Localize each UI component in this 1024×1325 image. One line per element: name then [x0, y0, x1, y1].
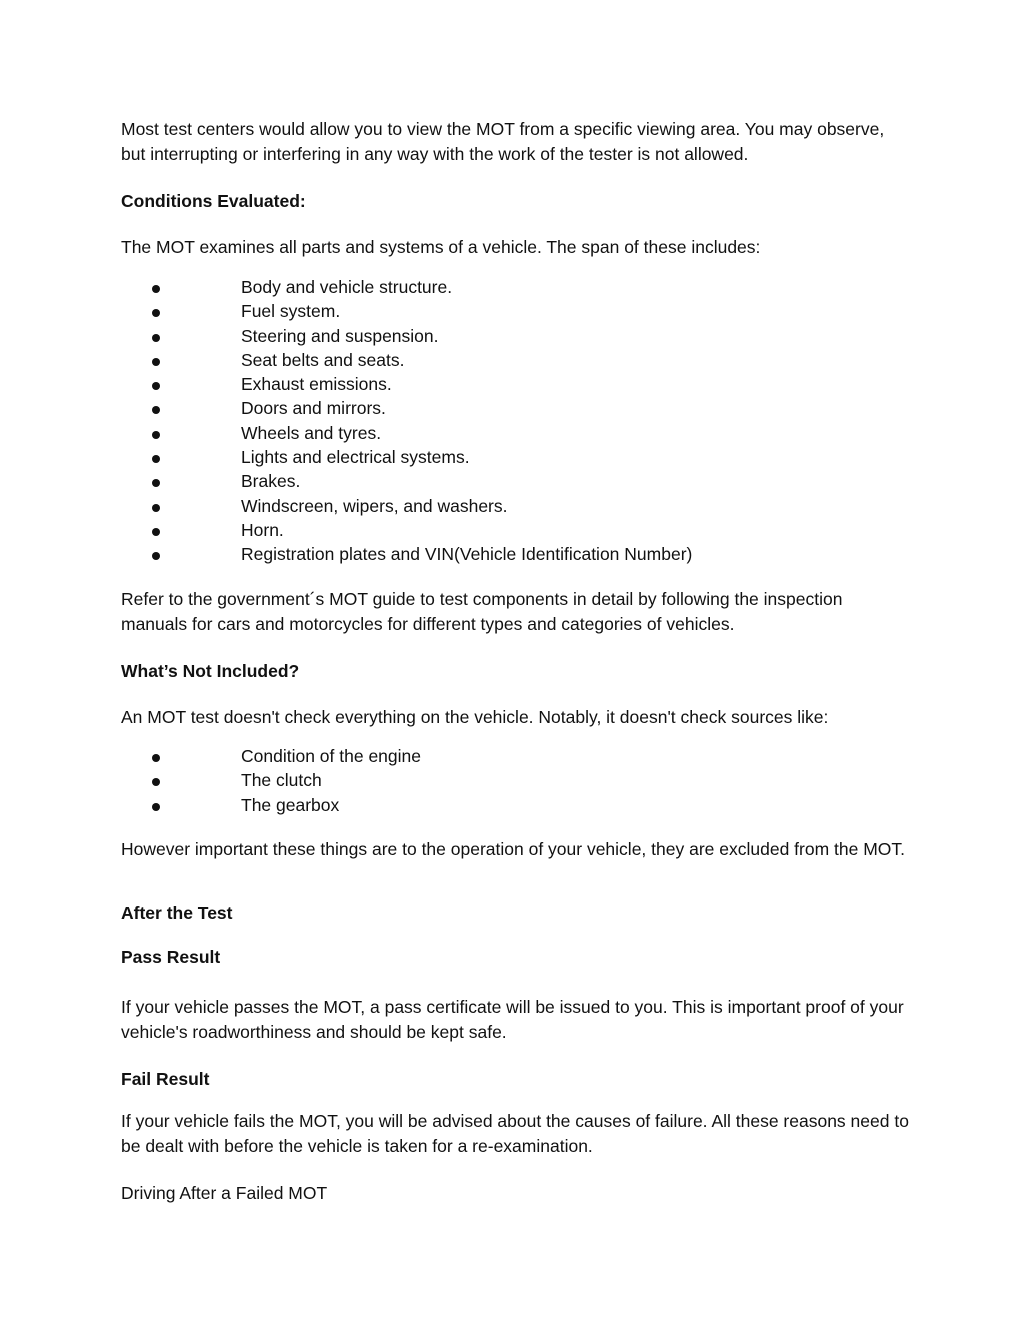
not-included-intro: An MOT test doesn't check everything on the vehicle. Notably, it doesn't check sources like:: [121, 707, 829, 727]
list-item: Windscreen, wipers, and washers.: [121, 494, 911, 518]
bullet-icon: [152, 406, 160, 414]
list-item: Steering and suspension.: [121, 324, 911, 348]
bullet-icon: [152, 358, 160, 366]
conditions-heading: Conditions Evaluated:: [121, 191, 306, 211]
driving-after-fail-heading: Driving After a Failed MOT: [121, 1183, 328, 1203]
pass-result-paragraph: If your vehicle passes the MOT, a pass certificate will be issued to you. This is important proof of your vehicle's roadworthiness and should be kept safe.: [121, 997, 904, 1042]
bullet-icon: [152, 552, 160, 560]
bullet-icon: [152, 455, 160, 463]
list-item: Body and vehicle structure.: [121, 275, 911, 299]
bullet-icon: [152, 382, 160, 390]
list-item: Exhaust emissions.: [121, 372, 911, 396]
conditions-intro: The MOT examines all parts and systems of a vehicle. The span of these includes:: [121, 237, 761, 257]
list-item: Fuel system.: [121, 299, 911, 323]
bullet-icon: [152, 431, 160, 439]
list-item: Condition of the engine: [121, 744, 911, 768]
list-item: The clutch: [121, 768, 911, 792]
bullet-icon: [152, 528, 160, 536]
bullet-icon: [152, 504, 160, 512]
after-test-heading: After the Test: [121, 903, 233, 923]
fail-result-paragraph: If your vehicle fails the MOT, you will be advised about the causes of failure. All these reasons need to be dealt with before the vehicle is taken for a re-examination.: [121, 1111, 909, 1156]
intro-paragraph: Most test centers would allow you to view the MOT from a specific viewing area. You may observe, but interrupting or interfering in any way with the work of the tester is not allowed.: [121, 119, 885, 164]
bullet-icon: [152, 285, 160, 293]
pass-result-heading: Pass Result: [121, 947, 221, 967]
list-item: Lights and electrical systems.: [121, 445, 911, 469]
bullet-icon: [152, 479, 160, 487]
list-item: Wheels and tyres.: [121, 421, 911, 445]
list-item: Brakes.: [121, 469, 911, 493]
however-paragraph: However important these things are to the operation of your vehicle, they are excluded from the MOT.: [121, 839, 906, 859]
list-item: Registration plates and VIN(Vehicle Identification Number): [121, 542, 911, 566]
list-item: The gearbox: [121, 793, 911, 817]
conditions-list: [121, 275, 911, 567]
list-item: Seat belts and seats.: [121, 348, 911, 372]
bullet-icon: [152, 754, 160, 762]
fail-result-heading: Fail Result: [121, 1069, 210, 1089]
bullet-icon: [152, 778, 160, 786]
bullet-icon: [152, 309, 160, 317]
list-item: Horn.: [121, 518, 911, 542]
not-included-heading: What’s Not Included?: [121, 661, 300, 681]
list-item: Doors and mirrors.: [121, 396, 911, 420]
bullet-icon: [152, 803, 160, 811]
not-included-list: [121, 744, 911, 817]
refer-paragraph: Refer to the government´s MOT guide to test components in detail by following the inspection manuals for cars and motorcycles for different types and categories of vehicles.: [121, 589, 843, 634]
bullet-icon: [152, 334, 160, 342]
